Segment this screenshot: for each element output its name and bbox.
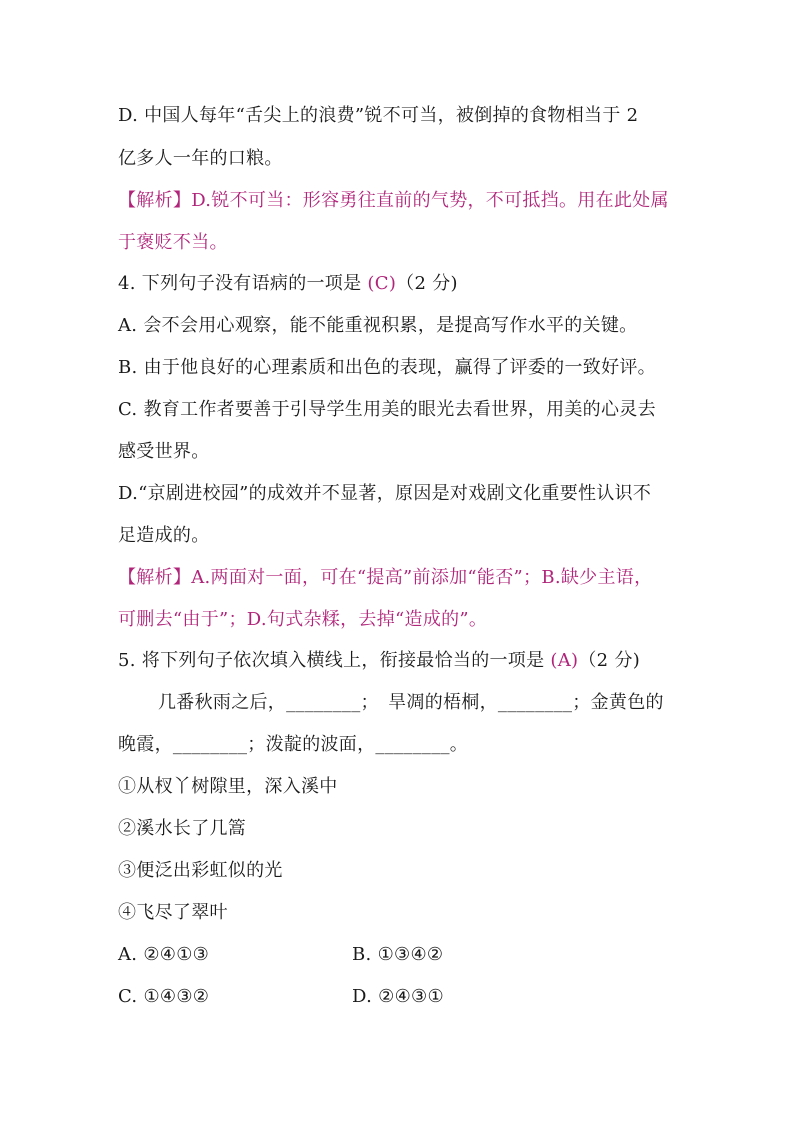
analysis-1-line-2: 于褒贬不当。 bbox=[118, 232, 228, 253]
sentence-2: ②溪水长了几篙 bbox=[118, 818, 247, 839]
sentence-3: ③便泛出彩虹似的光 bbox=[118, 860, 283, 881]
question-5-answer: (A) bbox=[550, 650, 579, 671]
question-4-stem bbox=[118, 272, 458, 296]
sentence-1: ①从杈丫树隙里，深入溪中 bbox=[118, 776, 338, 797]
question-5-option-c: C. ①④③② bbox=[118, 986, 210, 1007]
option-d-line-1: D. 中国人每年“舌尖上的浪费”锐不可当，被倒掉的食物相当于 2 bbox=[118, 105, 639, 126]
question-5-passage-line-2: 晚霞，________；泼靛的波面，________。 bbox=[118, 734, 469, 755]
question-5-option-d: D. ②④③① bbox=[352, 986, 444, 1007]
question-4-answer: (C) bbox=[367, 273, 397, 294]
sentence-4: ④飞尽了翠叶 bbox=[118, 902, 228, 923]
question-5-passage-line-1: 几番秋雨之后，________； 旱凋的梧桐，________；金黄色的 bbox=[158, 692, 664, 713]
question-4-option-d-line-1: D.“京剧进校园”的成效并不显著，原因是对戏剧文化重要性认识不 bbox=[118, 483, 652, 504]
question-4-option-a: A. 会不会用心观察，能不能重视积累，是提高写作水平的关键。 bbox=[118, 315, 638, 336]
question-4-option-b: B. 由于他良好的心理素质和出色的表现，赢得了评委的一致好评。 bbox=[118, 357, 656, 378]
question-5-stem-text: 5. 将下列句子依次填入横线上，衔接最恰当的一项是 bbox=[118, 650, 551, 671]
question-4-option-c-line-2: 感受世界。 bbox=[118, 441, 210, 462]
analysis-2-line-1: 【解析】A.两面对一面，可在“提高”前添加“能否”；B.缺少主语， bbox=[118, 567, 653, 588]
question-5-score: （2 分) bbox=[578, 650, 641, 671]
analysis-2-line-2: 可删去“由于”；D.句式杂糅，去掉“造成的”。 bbox=[118, 609, 488, 630]
question-4-option-c-line-1: C. 教育工作者要善于引导学生用美的眼光去看世界，用美的心灵去 bbox=[118, 399, 656, 420]
question-4-score: （2 分) bbox=[396, 273, 458, 294]
option-d-line-2: 亿多人一年的口粮。 bbox=[118, 148, 283, 169]
question-4-stem-text: 4. 下列句子没有语病的一项是 bbox=[118, 273, 368, 294]
question-4-option-d-line-2: 足造成的。 bbox=[118, 525, 210, 546]
question-5-option-a: A. ②④①③ bbox=[118, 944, 210, 965]
question-5-option-b: B. ①③④② bbox=[352, 944, 444, 965]
analysis-1-line-1: 【解析】D.锐不可当：形容勇往直前的气势，不可抵挡。用在此处属 bbox=[118, 190, 669, 211]
question-5-stem bbox=[118, 649, 640, 673]
